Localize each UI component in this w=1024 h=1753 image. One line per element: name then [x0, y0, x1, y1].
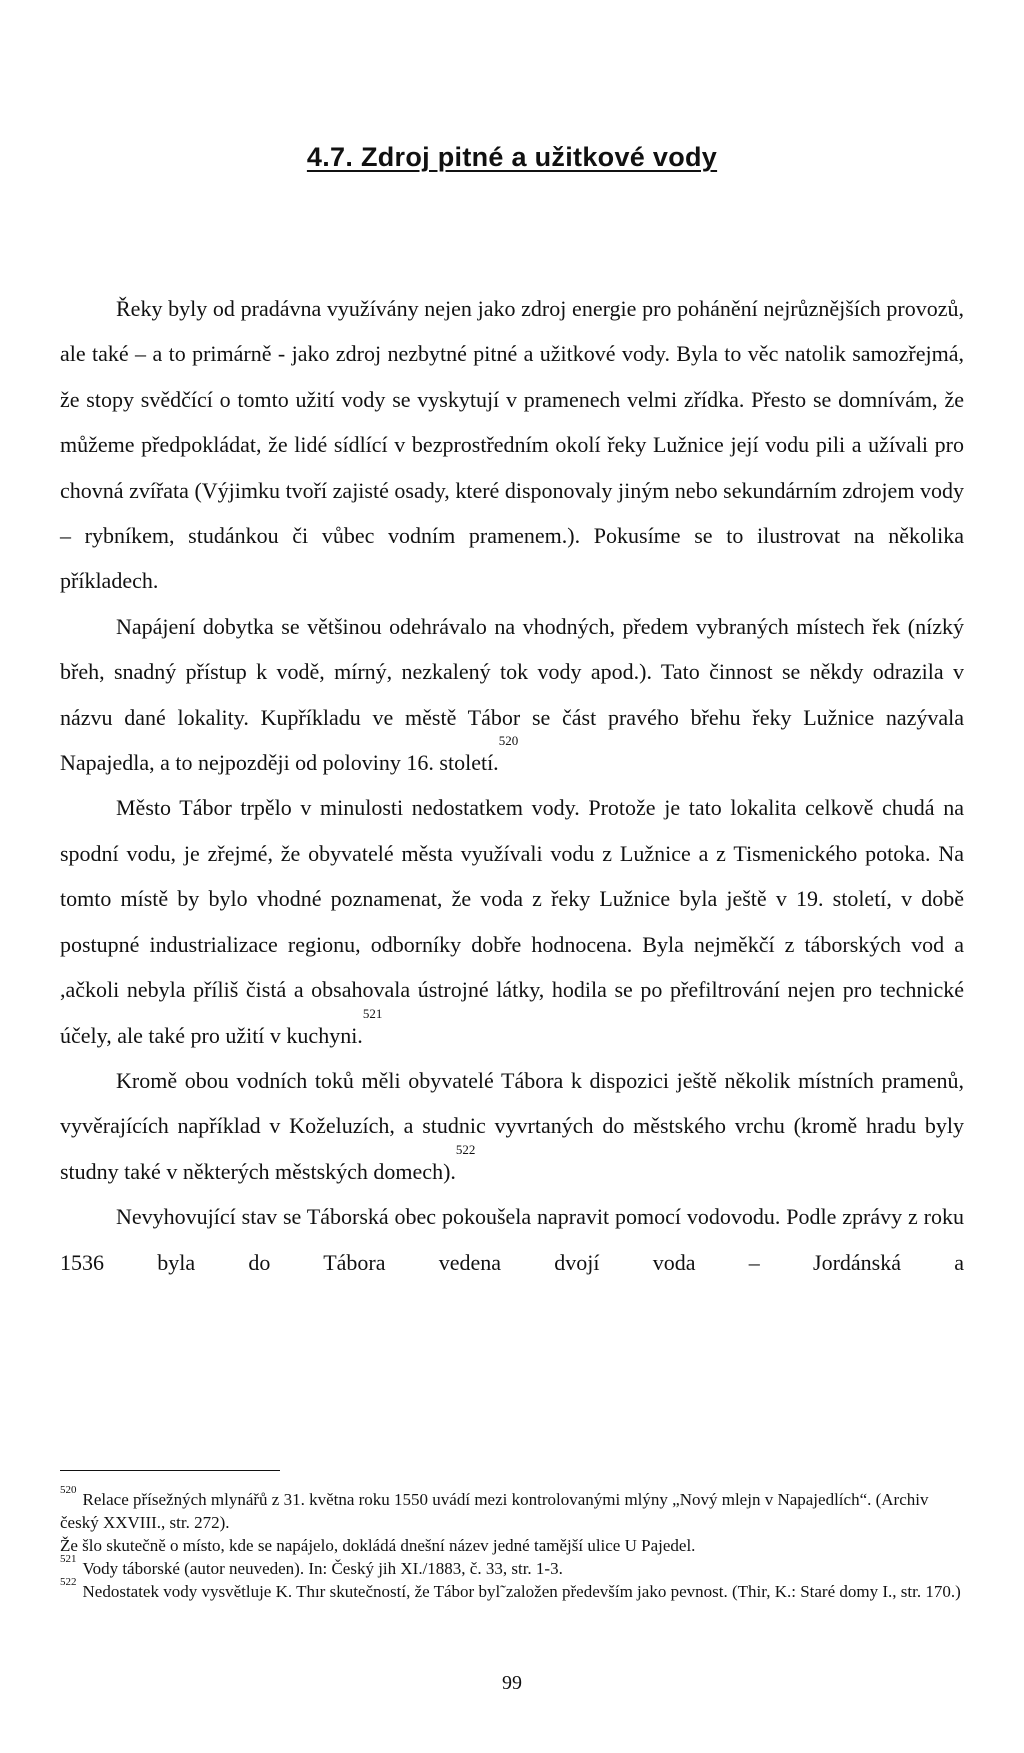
section-heading: [0, 142, 1024, 173]
footnote-521: [60, 1553, 964, 1580]
paragraph-text: Kromě obou vodních toků měli obyvatelé Tábora k dispozici ještě několik místních pramenů, vyvěrajících například v Koželuzích, a studnic vyvrtaných do městského vrchu (kromě hradu byly studny také v některých městských domech).: [60, 1067, 964, 1184]
footnote-reference[interactable]: 522: [455, 1141, 476, 1157]
paragraph-5: [60, 1194, 964, 1285]
footnote-reference[interactable]: 521: [362, 1005, 383, 1021]
paragraph-1: [60, 286, 964, 604]
paragraph-4: [60, 1058, 964, 1194]
footnotes: [60, 1484, 964, 1603]
paragraph-text: Město Tábor trpělo v minulosti nedostatkem vody. Protože je tato lokalita celkově chudá na spodní vodu, je zřejmé, že obyvatelé města využívali vodu z Lužnice a z Tismenického potoka. Na tomto místě by bylo vhodné poznamenat, že voda z řeky Lužnice byla ještě v 19. století, v době postupné industrializace regionu, odborníky dobře hodnocena. Byla nejměkčí z táborských vod a ,ačkoli nebyla příliš čistá a obsahovala ústrojné látky, hodila se po přefiltrování nejen pro technické účely, ale také pro užití v kuchyni.: [60, 795, 964, 1048]
body-text: [60, 286, 964, 1285]
footnote-522: [60, 1576, 964, 1603]
footnote-text: Nedostatek vody vysvětluje K. Thır skutečností, že Tábor byl˜založen především jako pevnost. (Thir, K.: Staré domy I., str. 170.): [82, 1582, 961, 1601]
paragraph-2: [60, 604, 964, 786]
footnote-number: 522: [60, 1576, 77, 1588]
paragraph-text: Řeky byly od pradávna využívány nejen jako zdroj energie pro pohánění nejrůznějších provozů, ale také – a to primárně - jako zdroj nezbytné pitné a užitkové vody. Byla to věc natolik samozřejmá, že stopy svědčící o tomto užití vody se vyskytují v pramenech velmi zřídka. Přesto se domnívám, že můžeme předpokládat, že lidé sídlící v bezprostředním okolí řeky Lužnice její vodu pili a užívali pro chovná zvířata (Výjimku tvoří zajisté osady, které disponovaly jiným nebo sekundárním zdrojem vody – rybníkem, studánkou či vůbec vodním pramenem.). Pokusíme se to ilustrovat na několika příkladech.: [60, 296, 964, 594]
section-heading-text: 4.7. Zdroj pitné a užitkové vody: [306, 142, 718, 172]
footnote-number: 521: [60, 1553, 77, 1565]
footnote-520-continued: [60, 1534, 964, 1557]
paragraph-3: [60, 785, 964, 1057]
footnote-text: Relace přísežných mlynářů z 31. května roku 1550 uvádí mezi kontrolovanými mlýny „Nový mlejn v Napajedlích“. (Archiv český XXVIII., str. 272).: [60, 1490, 929, 1532]
footnote-divider: [60, 1470, 280, 1471]
footnote-text: Vody táborské (autor neuveden). In: Český jih XI./1883, č. 33, str. 1-3.: [82, 1559, 563, 1578]
footnote-text: Že šlo skutečně o místo, kde se napájelo, dokládá dnešní název jedné tamější ulice U Pajedel.: [60, 1536, 696, 1555]
footnote-520: [60, 1484, 964, 1534]
paragraph-text: Nevyhovující stav se Táborská obec pokoušela napravit pomocí vodovodu. Podle zprávy z roku 1536 byla do Tábora vedena dvojí voda – Jordánská a: [60, 1204, 964, 1275]
footnote-number: 520: [60, 1484, 77, 1496]
paragraph-text: Napájení dobytka se většinou odehrávalo na vhodných, předem vybraných místech řek (nízký břeh, snadný přístup k vodě, mírný, nezkalený tok vody apod.). Tato činnost se někdy odrazila v názvu dané lokality. Kupříkladu ve městě Tábor se část pravého břehu řeky Lužnice nazývala Napajedla, a to nejpozději od poloviny 16. století.: [60, 613, 964, 776]
page-number: 99: [502, 1672, 522, 1694]
footnote-reference[interactable]: 520: [498, 733, 519, 749]
